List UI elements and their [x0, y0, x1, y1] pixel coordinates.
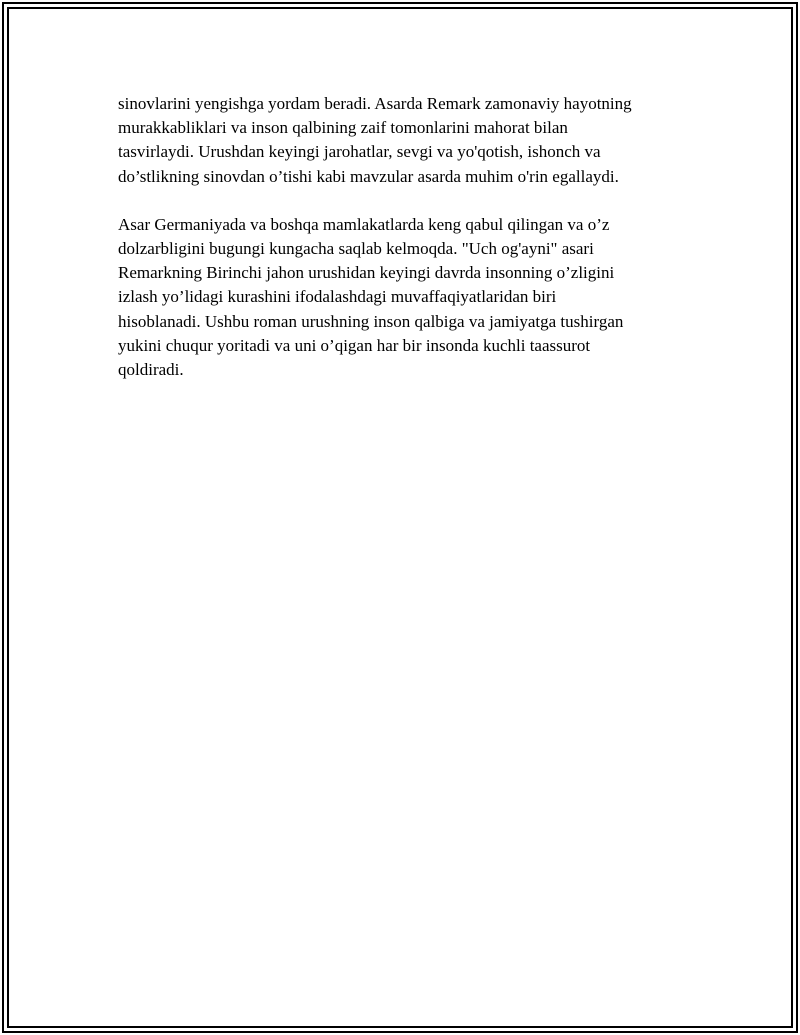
- text-line: yukini chuqur yoritadi va uni o’qigan har bir insonda kuchli taassurot: [118, 335, 591, 355]
- text-line: Remarkning Birinchi jahon urushidan keyingi davrda insonning o’zligini: [118, 263, 615, 283]
- text-line: tasvirlaydi. Urushdan keyingi jarohatlar, sevgi va yo'qotish, ishonch va: [118, 142, 601, 162]
- text-line: Asar Germaniyada va boshqa mamlakatlarda keng qabul qilingan va o’z: [118, 214, 610, 234]
- paragraph-1: [118, 92, 678, 189]
- text-line: izlash yo’lidagi kurashini ifodalashdagi muvaffaqiyatlaridan biri: [118, 287, 557, 307]
- text-line: dolzarbligini bugungi kungacha saqlab kelmoqda. "Uch og'ayni" asari: [118, 239, 594, 259]
- paragraph-2: [118, 213, 678, 382]
- text-line: hisoblanadi. Ushbu roman urushning inson qalbiga va jamiyatga tushirgan: [118, 311, 624, 331]
- text-line: do’stlikning sinovdan o’tishi kabi mavzular asarda muhim o'rin egallaydi.: [118, 166, 619, 186]
- text-line: sinovlarini yengishga yordam beradi. Asarda Remark zamonaviy hayotning: [118, 94, 632, 113]
- text-line: murakkabliklari va inson qalbining zaif tomonlarini mahorat bilan: [118, 118, 568, 138]
- document-body: [118, 92, 678, 406]
- text-line: qoldiradi.: [118, 360, 184, 380]
